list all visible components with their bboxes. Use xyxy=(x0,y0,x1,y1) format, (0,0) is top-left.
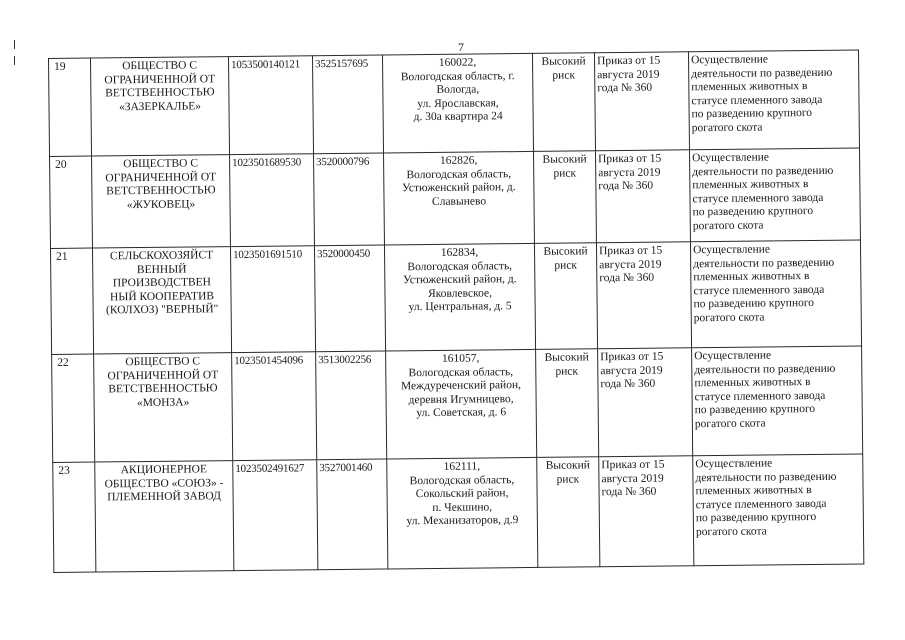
address-cell xyxy=(384,243,535,351)
row-number-cell xyxy=(53,462,96,572)
address-cell-line: 162834, xyxy=(440,246,479,259)
row-number-cell xyxy=(52,354,95,462)
organization-name-cell-line: ПЛЕМЕННОЙ ЗАВОД xyxy=(107,490,222,504)
table-row xyxy=(53,454,864,572)
address-cell-line: ул. Советская, д. 6 xyxy=(416,406,507,420)
activity-cell-line: рогатого скота xyxy=(691,121,763,135)
organization-name-cell-line: ВЕННЫЙ xyxy=(136,263,187,276)
activity-cell-line: деятельности по разведению xyxy=(695,470,837,484)
activity-cell-line: племенных животных в xyxy=(695,484,812,498)
activity-cell-line: по разведению крупного xyxy=(693,297,815,311)
activity-cell-line: деятельности по разведению xyxy=(692,164,834,178)
row-number-cell xyxy=(49,58,92,156)
row-number-cell-text: 21 xyxy=(56,250,68,263)
risk-category-cell-line: риск xyxy=(556,473,580,486)
ogrn-cell xyxy=(228,56,313,155)
address-cell-line: ул. Ярославская, xyxy=(417,97,499,110)
order-cell xyxy=(599,456,694,567)
activity-cell-line: племенных животных в xyxy=(692,178,809,192)
order-cell xyxy=(596,242,691,349)
address-cell-line: ул. Механизаторов, д.9 xyxy=(406,514,519,528)
ogrn-cell xyxy=(233,460,318,571)
registry-table xyxy=(48,50,864,573)
risk-category-cell xyxy=(534,243,597,350)
risk-category-cell-line: Высокий xyxy=(542,153,587,166)
order-cell-line: года № 360 xyxy=(601,485,657,499)
activity-cell-line: Осуществление xyxy=(695,457,773,471)
address-cell-line: Вологодская область, xyxy=(408,365,514,379)
activity-cell-line: рогатого скота xyxy=(693,311,765,325)
row-number-cell xyxy=(50,156,93,248)
order-cell-line: Приказ от 15 xyxy=(600,350,664,364)
risk-category-cell-line: риск xyxy=(555,365,579,378)
activity-cell-line: статусе племенного завода xyxy=(695,497,827,512)
activity-cell-line: Осуществление xyxy=(692,243,771,257)
organization-name-cell xyxy=(92,155,231,248)
ogrn-cell xyxy=(230,154,315,247)
activity-cell-line: Осуществление xyxy=(690,53,769,67)
risk-category-cell-line: Высокий xyxy=(544,351,589,364)
organization-name-cell xyxy=(94,353,233,462)
order-cell xyxy=(596,150,691,243)
table-row xyxy=(49,50,860,156)
activity-cell-line: племенных животных в xyxy=(694,376,811,390)
row-number-cell-text: 23 xyxy=(58,464,70,477)
organization-name-cell-line: ВЕТСТВЕННОСТЬЮ xyxy=(106,184,216,198)
organization-name-cell-line: «ЗАЗЕРКАЛЬЕ» xyxy=(119,100,202,114)
order-cell-line: года № 360 xyxy=(600,377,656,391)
order-cell-line: августа 2019 xyxy=(598,166,661,179)
inn-cell xyxy=(312,55,383,154)
activity-cell-line: рогатого скота xyxy=(695,525,767,539)
row-number-cell-text: 19 xyxy=(54,60,66,73)
order-cell-line: Приказ от 15 xyxy=(597,54,661,68)
organization-name-cell-line: НЫЙ КООПЕРАТИВ xyxy=(109,290,215,304)
organization-name-cell xyxy=(92,247,231,354)
order-cell xyxy=(594,52,689,151)
organization-name-cell-line: ОГРАНИЧЕННОЙ ОТ xyxy=(104,72,216,87)
address-cell-line: Сокольский район, xyxy=(415,487,509,501)
order-cell-line: августа 2019 xyxy=(599,258,662,271)
address-cell-line: Вологда, xyxy=(436,83,480,97)
organization-name-cell-line: «ЖУКОВЕЦ» xyxy=(126,198,196,211)
organization-name-cell-line: ОБЩЕСТВО «СОЮЗ» - xyxy=(104,476,224,491)
address-cell-line: Вологодская область, xyxy=(409,473,515,487)
order-cell-line: Приказ от 15 xyxy=(598,244,663,258)
risk-category-cell xyxy=(532,53,595,152)
risk-category-cell-line: Высокий xyxy=(545,459,590,472)
address-cell-line: 162826, xyxy=(439,154,478,167)
table-row xyxy=(50,240,861,354)
ogrn-cell-text: 1023501454096 xyxy=(234,354,304,368)
organization-name-cell-line: ОГРАНИЧЕННОЙ ОТ xyxy=(107,368,219,382)
address-cell-line: Вологодская область, г. xyxy=(400,69,515,83)
address-cell-line: Междуреченский район, xyxy=(400,379,522,393)
inn-cell-text: 3525157695 xyxy=(315,57,369,71)
risk-category-cell-line: Высокий xyxy=(541,55,586,68)
organization-name-cell-line: ВЕТСТВЕННОСТЬЮ xyxy=(108,382,218,396)
ogrn-cell xyxy=(230,246,315,353)
address-cell xyxy=(384,151,535,245)
activity-cell-line: статусе племенного завода xyxy=(692,191,824,206)
row-number-cell xyxy=(50,248,93,354)
activity-cell xyxy=(692,346,863,456)
activity-cell-line: племенных животных в xyxy=(693,270,810,284)
activity-cell xyxy=(693,454,864,566)
organization-name-cell-line: ОБЩЕСТВО С xyxy=(122,59,198,73)
activity-cell-line: деятельности по разведению xyxy=(693,256,835,270)
order-cell-line: августа 2019 xyxy=(597,68,660,81)
inn-cell-text: 3520000450 xyxy=(317,247,371,261)
inn-cell xyxy=(316,351,387,460)
table-row xyxy=(52,346,863,462)
inn-cell-text: 3520000796 xyxy=(316,155,370,169)
address-cell-line: д. 30а квартира 24 xyxy=(413,110,503,124)
order-cell-line: августа 2019 xyxy=(600,364,663,377)
activity-cell-line: по разведению крупного xyxy=(691,107,813,121)
activity-cell-line: Осуществление xyxy=(692,151,770,165)
address-cell-line: Славынево xyxy=(431,195,487,208)
ogrn-cell-text: 1023501691510 xyxy=(233,248,303,262)
ogrn-cell xyxy=(232,352,317,461)
organization-name-cell-line: АКЦИОНЕРНОЕ xyxy=(120,463,208,477)
activity-cell-line: рогатого скота xyxy=(694,417,766,431)
address-cell-line: Устюженский район, д. xyxy=(402,181,516,195)
margin-mark xyxy=(14,56,15,65)
organization-name-cell-line: ВЕТСТВЕННОСТЬЮ xyxy=(105,86,215,100)
inn-cell xyxy=(317,459,388,570)
address-cell-line: Вологодская область, xyxy=(406,167,512,181)
activity-cell-line: деятельности по разведению xyxy=(691,66,833,80)
organization-name-cell xyxy=(91,57,230,156)
order-cell-line: Приказ от 15 xyxy=(598,152,662,166)
address-cell-line: 160022, xyxy=(438,56,477,69)
order-cell-line: Приказ от 15 xyxy=(601,458,665,472)
organization-name-cell-line: ОБЩЕСТВО С xyxy=(125,355,201,369)
activity-cell-line: статусе племенного завода xyxy=(693,283,825,298)
address-cell-line: Вологодская область, xyxy=(407,259,513,273)
risk-category-cell xyxy=(537,457,600,568)
activity-cell-line: деятельности по разведению xyxy=(694,362,836,376)
activity-cell-line: племенных животных в xyxy=(691,80,808,94)
inn-cell-text: 3513002256 xyxy=(318,353,372,367)
address-cell-line: деревня Игумницево, xyxy=(408,392,514,407)
address-cell xyxy=(387,457,538,569)
inn-cell xyxy=(314,153,385,246)
risk-category-cell-line: Высокий xyxy=(543,245,588,258)
order-cell-line: августа 2019 xyxy=(601,472,664,485)
order-cell xyxy=(598,348,693,457)
table-row xyxy=(50,148,861,248)
organization-name-cell-line: ПРОИЗВОДСТВЕН xyxy=(112,276,212,290)
ogrn-cell-text: 1053500140121 xyxy=(231,58,301,72)
activity-cell-line: по разведению крупного xyxy=(694,403,816,417)
row-number-cell-text: 20 xyxy=(55,158,67,171)
page-number: 7 xyxy=(458,40,464,54)
order-cell-line: года № 360 xyxy=(597,81,653,95)
address-cell-line: Яковлевское, xyxy=(427,287,492,300)
risk-category-cell xyxy=(536,349,599,458)
activity-cell-line: рогатого скота xyxy=(692,219,764,233)
activity-cell xyxy=(689,148,860,242)
ogrn-cell-text: 1023501689530 xyxy=(232,156,302,170)
inn-cell-text: 3527001460 xyxy=(319,461,373,475)
address-cell-line: ул. Центральная, д. 5 xyxy=(408,300,512,314)
address-cell xyxy=(382,53,533,153)
order-cell-line: года № 360 xyxy=(598,179,654,193)
organization-name-cell-line: ОБЩЕСТВО С xyxy=(123,157,199,171)
risk-category-cell xyxy=(534,151,597,244)
organization-name-cell-line: СЕЛЬСКОХОЗЯЙСТ xyxy=(109,249,214,263)
activity-cell-line: статусе племенного завода xyxy=(694,389,826,404)
activity-cell xyxy=(690,240,861,348)
activity-cell-line: Осуществление xyxy=(694,349,772,363)
activity-cell-line: статусе племенного завода xyxy=(691,93,823,108)
organization-name-cell xyxy=(95,461,234,572)
address-cell-line: 161057, xyxy=(441,352,480,365)
address-cell-line: п. Чекшино, xyxy=(432,501,493,514)
organization-name-cell-line: ОГРАНИЧЕННОЙ ОТ xyxy=(105,170,217,184)
margin-mark xyxy=(14,40,15,49)
address-cell-line: 162111, xyxy=(443,460,481,473)
table-body xyxy=(49,50,864,572)
risk-category-cell-line: риск xyxy=(554,259,578,272)
address-cell-line: Устюженский район, д. xyxy=(403,273,517,287)
risk-category-cell-line: риск xyxy=(553,167,577,180)
activity-cell-line: по разведению крупного xyxy=(692,205,814,219)
row-number-cell-text: 22 xyxy=(57,356,69,369)
organization-name-cell-line: (КОЛХОЗ) "ВЕРНЫЙ" xyxy=(105,303,219,317)
activity-cell xyxy=(688,50,859,150)
risk-category-cell-line: риск xyxy=(552,69,576,82)
organization-name-cell-line: «МОНЗА» xyxy=(136,396,190,409)
inn-cell xyxy=(314,245,385,352)
address-cell xyxy=(386,349,537,459)
order-cell-line: года № 360 xyxy=(599,271,655,285)
ogrn-cell-text: 1023502491627 xyxy=(235,462,305,476)
activity-cell-line: по разведению крупного xyxy=(695,511,817,525)
